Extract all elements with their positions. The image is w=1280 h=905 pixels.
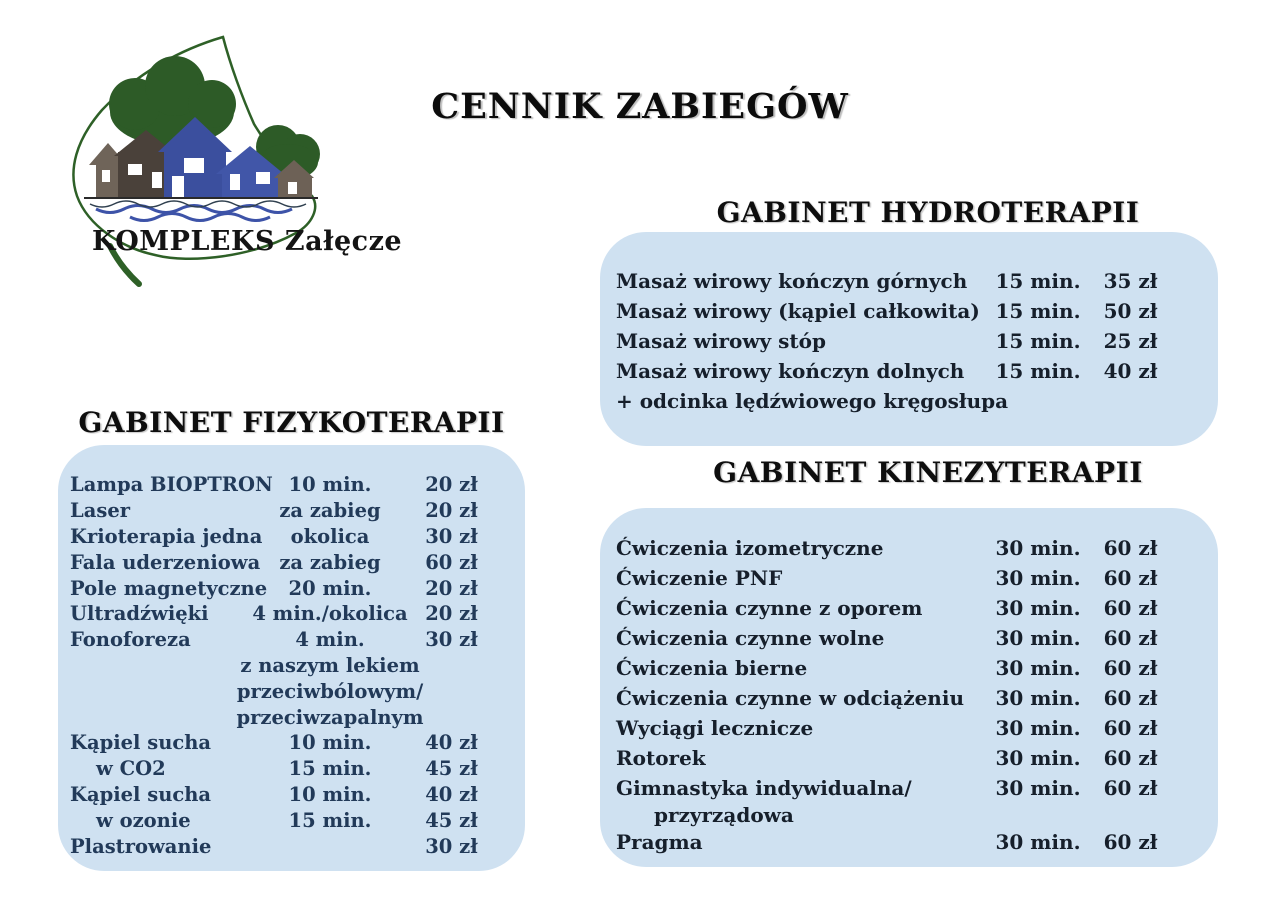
treatment-price: 40 zł: [425, 731, 478, 755]
treatment-price: 20 zł: [425, 602, 478, 626]
treatment-name: Masaż wirowy stóp: [616, 329, 826, 353]
waves-icon: [90, 201, 306, 221]
treatment-duration: 30 min.: [995, 566, 1081, 590]
treatment-name: Lampa BIOPTRON: [70, 473, 273, 497]
treatment-duration: okolica: [290, 524, 370, 548]
treatment-note: z naszym lekiem: [240, 653, 420, 677]
treatment-price: 60 zł: [1103, 830, 1158, 854]
price-row: [600, 533, 1218, 563]
price-row: [58, 807, 525, 833]
pricebox-kinezyterapia: [600, 508, 1218, 867]
price-row: [600, 713, 1218, 743]
treatment-price: 30 zł: [425, 628, 478, 652]
treatment-name: Ćwiczenia czynne w odciążeniu: [616, 686, 964, 710]
pricebox-hydroterapia: [600, 232, 1218, 446]
treatment-name: Ćwiczenia bierne: [616, 656, 808, 680]
treatment-name: Pragma: [616, 830, 703, 854]
treatment-name: Ćwiczenia czynne wolne: [616, 626, 885, 650]
treatment-duration: 15 min.: [995, 269, 1081, 293]
treatment-duration: 30 min.: [995, 596, 1081, 620]
treatment-duration: 30 min.: [995, 746, 1081, 770]
treatment-duration: 10 min.: [288, 473, 372, 497]
price-row: [58, 730, 525, 756]
treatment-name: Laser: [70, 499, 131, 523]
treatment-price: 20 zł: [425, 473, 478, 497]
price-row: [600, 593, 1218, 623]
page-title: CENNIK ZABIEGÓW: [431, 86, 849, 127]
treatment-name: Kąpiel sucha: [70, 731, 212, 755]
price-row: [600, 356, 1218, 386]
treatment-duration: 15 min.: [995, 329, 1081, 353]
treatment-name: Ćwiczenie PNF: [616, 566, 783, 590]
treatment-duration: 4 min./okolica: [252, 602, 408, 626]
treatment-price: 40 zł: [1103, 359, 1158, 383]
treatment-duration: 10 min.: [288, 731, 372, 755]
price-row: [58, 627, 525, 653]
treatment-price: 50 zł: [1103, 299, 1158, 323]
treatment-price: 60 zł: [1103, 746, 1158, 770]
treatment-duration: 15 min.: [995, 359, 1081, 383]
treatment-duration: 30 min.: [995, 776, 1081, 800]
treatment-price: 20 zł: [425, 499, 478, 523]
treatment-duration: 10 min.: [288, 782, 372, 806]
treatment-name: Pole magnetyczne: [70, 576, 268, 600]
treatment-duration: 15 min.: [288, 757, 372, 781]
treatment-name: przyrządowa: [654, 803, 794, 827]
treatment-duration: 30 min.: [995, 686, 1081, 710]
price-row: [58, 498, 525, 524]
treatment-duration: 30 min.: [995, 716, 1081, 740]
treatment-name: Ćwiczenia czynne z oporem: [616, 596, 923, 620]
treatment-duration: 30 min.: [995, 626, 1081, 650]
price-row: [58, 782, 525, 808]
treatment-name: Ultradźwięki: [70, 602, 209, 626]
price-row: [600, 296, 1218, 326]
price-row-note: [58, 653, 525, 679]
price-row: [600, 623, 1218, 653]
treatment-price: 20 zł: [425, 576, 478, 600]
pricebox-fizykoterapia: [58, 445, 525, 871]
treatment-price: 35 zł: [1103, 269, 1158, 293]
treatment-name: Fonoforeza: [70, 628, 191, 652]
treatment-price: 60 zł: [1103, 656, 1158, 680]
price-row: [58, 575, 525, 601]
treatment-note: przeciwzapalnym: [236, 705, 424, 729]
treatment-price: 45 zł: [425, 808, 478, 832]
treatment-duration: 30 min.: [995, 536, 1081, 560]
price-row-note: [58, 704, 525, 730]
treatment-name: Masaż wirowy (kąpiel całkowita): [616, 299, 980, 323]
treatment-name: Plastrowanie: [70, 834, 212, 858]
treatment-duration: 15 min.: [995, 299, 1081, 323]
treatment-name: Ćwiczenia izometryczne: [616, 536, 884, 560]
price-row: [58, 833, 525, 859]
price-row: [58, 472, 525, 498]
treatment-price: 60 zł: [1103, 596, 1158, 620]
treatment-name: Gimnastyka indywidualna/: [616, 776, 912, 800]
treatment-name: w ozonie: [96, 808, 191, 832]
treatment-price: 25 zł: [1103, 329, 1158, 353]
treatment-duration: za zabieg: [279, 499, 381, 523]
treatment-price: 60 zł: [1103, 776, 1158, 800]
heading-fizykoterapia: GABINET FIZYKOTERAPII: [78, 406, 505, 439]
treatment-price: 60 zł: [1103, 716, 1158, 740]
treatment-duration: za zabieg: [279, 550, 381, 574]
treatment-duration: 30 min.: [995, 656, 1081, 680]
treatment-name: Krioterapia jedna: [70, 524, 263, 548]
heading-kinezyterapia: GABINET KINEZYTERAPII: [713, 456, 1143, 489]
heading-hydroterapia: GABINET HYDROTERAPII: [716, 196, 1140, 229]
treatment-name: Wyciągi lecznicze: [616, 716, 814, 740]
treatment-name: Rotorek: [616, 746, 706, 770]
price-row: [600, 773, 1218, 803]
price-row: [58, 549, 525, 575]
treatment-name: Kąpiel sucha: [70, 782, 212, 806]
logo-text: KOMPLEKS Załęcze: [92, 226, 403, 257]
price-row: [600, 563, 1218, 593]
treatment-price: 60 zł: [425, 550, 478, 574]
price-row: [600, 743, 1218, 773]
treatment-name: + odcinka lędźwiowego kręgosłupa: [616, 389, 1009, 413]
treatment-name: Masaż wirowy kończyn dolnych: [616, 359, 965, 383]
price-row: [58, 756, 525, 782]
price-row: [600, 653, 1218, 683]
treatment-name: w CO2: [96, 757, 166, 781]
price-row: [58, 524, 525, 550]
treatment-duration: 4 min.: [295, 628, 365, 652]
price-row: [600, 827, 1218, 857]
treatment-name: Fala uderzeniowa: [70, 550, 261, 574]
price-row-note: [58, 678, 525, 704]
price-row: [58, 601, 525, 627]
treatment-price: 30 zł: [425, 524, 478, 548]
treatment-name: Masaż wirowy kończyn górnych: [616, 269, 968, 293]
price-row: [600, 326, 1218, 356]
treatment-duration: 20 min.: [288, 576, 372, 600]
treatment-price: 45 zł: [425, 757, 478, 781]
treatment-price: 60 zł: [1103, 626, 1158, 650]
treatment-price: 60 zł: [1103, 566, 1158, 590]
price-row: [600, 683, 1218, 713]
treatment-price: 60 zł: [1103, 536, 1158, 560]
treatment-price: 30 zł: [425, 834, 478, 858]
price-row: [600, 386, 1218, 416]
treatment-duration: 30 min.: [995, 830, 1081, 854]
treatment-duration: 15 min.: [288, 808, 372, 832]
logo: [60, 12, 403, 297]
treatment-note: przeciwbólowym/: [236, 679, 424, 703]
price-row: [600, 803, 1218, 827]
treatment-price: 40 zł: [425, 782, 478, 806]
price-row: [600, 266, 1218, 296]
treatment-price: 60 zł: [1103, 686, 1158, 710]
